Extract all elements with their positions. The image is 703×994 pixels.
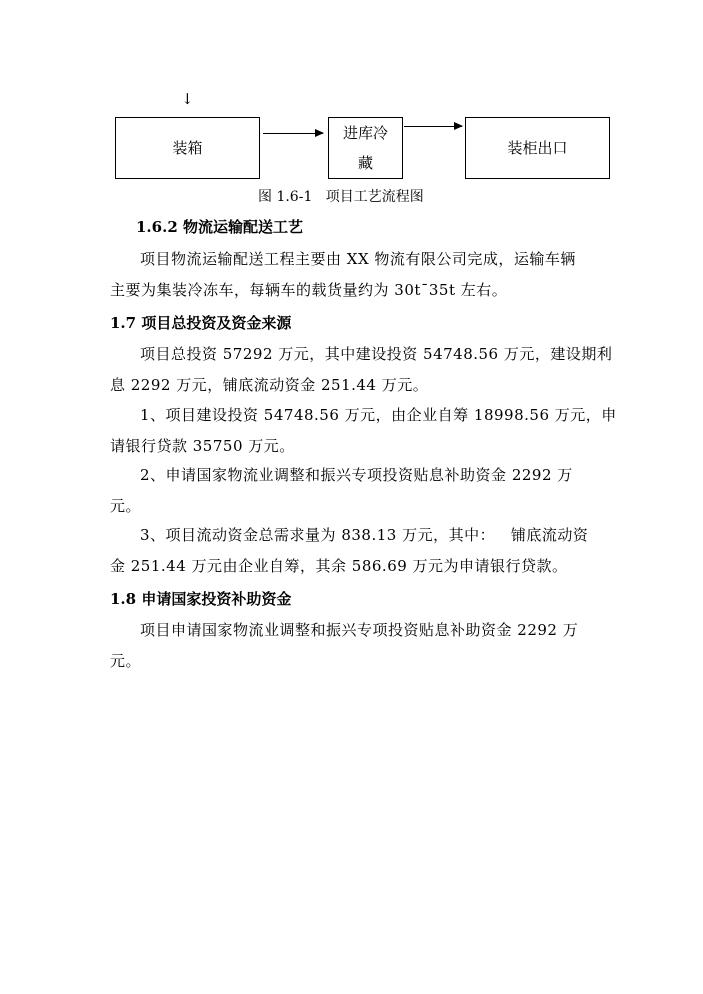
- paragraph-line: 项目总投资 57292 万元，其中建设投资 54748.56 万元，建设期利: [140, 345, 613, 363]
- section-1-7-paragraph-1: [110, 339, 612, 401]
- paragraph-line: 请银行贷款 35750 万元。: [110, 437, 295, 455]
- flow-box-cold-storage: [328, 117, 403, 179]
- section-1-7-heading: 1.7 项目总投资及资金来源: [110, 314, 292, 332]
- paragraph-line: 2、申请国家物流业调整和振兴专项投资贴息补助资金 2292 万: [140, 466, 573, 484]
- paragraph-line: 元。: [110, 652, 142, 670]
- flow-box-cold-storage-line1: 进库冷: [342, 124, 388, 142]
- section-1-7-paragraph-3: [110, 460, 573, 522]
- figure-caption: 图 1.6-1 项目工艺流程图: [258, 189, 424, 205]
- paragraph-line: 元。: [110, 497, 142, 515]
- section-1-6-2-paragraph: [110, 244, 576, 306]
- paragraph-line: 金 251.44 万元由企业自筹，其余 586.69 万元为申请银行贷款。: [110, 557, 568, 575]
- section-1-8-heading: 1.8 申请国家投资补助资金: [110, 590, 292, 608]
- paragraph-line: 1、项目建设投资 54748.56 万元，由企业自筹 18998.56 万元，申: [140, 406, 617, 424]
- flow-box-packing: [115, 117, 260, 179]
- flow-arrow-1: [263, 133, 323, 134]
- paragraph-line: 项目物流运输配送工程主要由 XX 物流有限公司完成，运输车辆: [140, 250, 576, 268]
- section-1-6-2-heading: 1.6.2 物流运输配送工艺: [136, 218, 303, 236]
- section-1-7-paragraph-4: [110, 520, 588, 582]
- flow-arrow-2: [404, 126, 462, 127]
- section-1-7-paragraph-2: [110, 400, 617, 462]
- section-1-8-paragraph: [110, 615, 578, 677]
- flow-box-packing-label: 装箱: [172, 139, 203, 157]
- paragraph-line: 3、项目流动资金总需求量为 838.13 万元，其中： 铺底流动资: [140, 526, 589, 544]
- top-down-arrow: ↓: [181, 90, 194, 108]
- flow-box-export-label: 装柜出口: [507, 139, 568, 157]
- paragraph-line: 主要为集装冷冻车，每辆车的载货量约为 30t¯35t 左右。: [110, 281, 508, 299]
- paragraph-line: 息 2292 万元，铺底流动资金 251.44 万元。: [110, 376, 429, 394]
- flow-box-cold-storage-line2: 藏: [357, 154, 373, 172]
- paragraph-line: 项目申请国家物流业调整和振兴专项投资贴息补助资金 2292 万: [140, 621, 579, 639]
- flow-box-export: [465, 117, 610, 179]
